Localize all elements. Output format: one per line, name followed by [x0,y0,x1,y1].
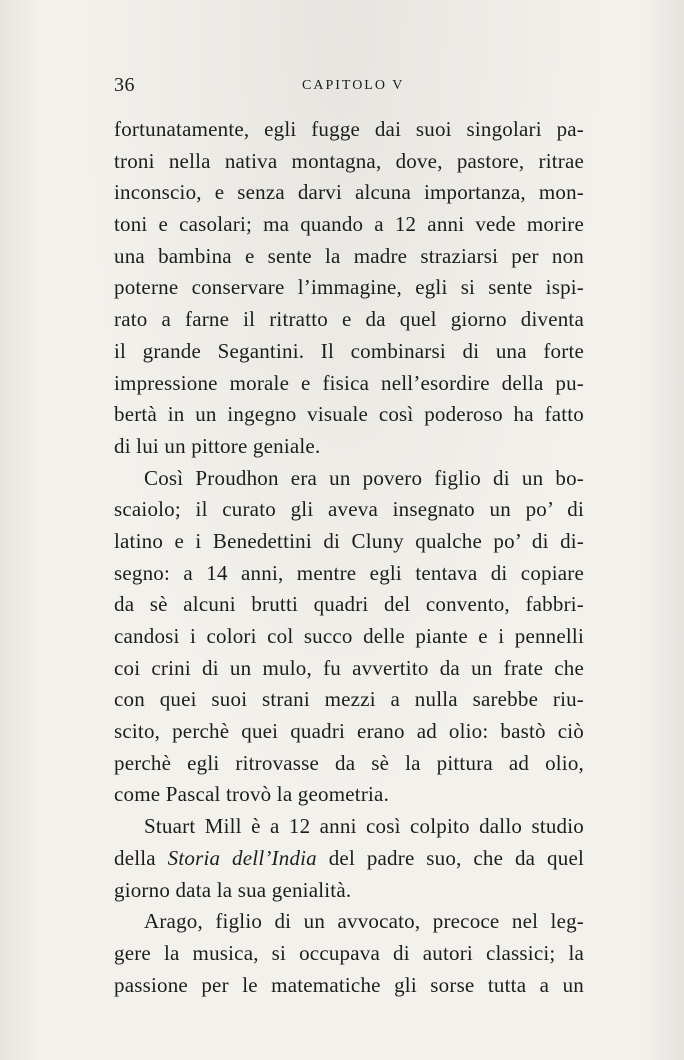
book-title-italic: Storia dell’India [167,845,317,870]
text-line: poterne conservare l’immagine, egli si sente ispi- [114,275,584,300]
text-line: troni nella nativa montagna, dove, pastore, ritrae [114,148,584,173]
line-segment: del padre suo, che da quel [316,845,584,870]
text-line: di lui un pittore geniale. [114,433,321,458]
text-line: impressione morale e fisica nell’esordire della pu- [114,370,584,395]
body-text [114,114,584,1001]
text-line: una bambina e sente la madre straziarsi per non [114,243,584,268]
page-header [114,74,584,102]
text-line: perchè egli ritrovasse da sè la pittura ad olio, [114,750,584,775]
text-line: Arago, figlio di un avvocato, precoce nel leg- [144,909,584,934]
text-line: gere la musica, si occupava di autori classici; la [114,940,584,965]
text-line: Stuart Mill è a 12 anni così colpito dallo studio [144,814,584,839]
text-line: scaiolo; il curato gli aveva insegnato un po’ di [114,497,584,522]
text-line [114,843,584,875]
text-line: candosi i colori col succo delle piante e i pennelli [114,624,584,648]
text-line: come Pascal trovò la geometria. [114,782,390,807]
page-number: 36 [114,74,135,96]
text-line: Così Proudhon era un povero figlio di un bo- [144,465,584,490]
text-line: inconscio, e senza darvi alcuna importanza, mon- [114,180,584,205]
text-line: giorno data la sua genialità. [114,877,352,902]
text-line: rato a farne il ritratto e da quel giorno diventa [114,307,584,332]
text-line: passione per le matematiche gli sorse tutta a un [114,972,584,997]
text-line: bertà in un ingegno visuale così poderoso ha fatto [114,402,584,427]
text-line: fortunatamente, egli fugge dai suoi singolari pa- [114,117,584,141]
running-head: CAPITOLO V [302,78,405,93]
text-line: segno: a 14 anni, mentre egli tentava di copiare [114,560,584,585]
text-line: scito, perchè quei quadri erano ad olio: bastò ciò [114,719,584,744]
text-line: latino e i Benedettini di Cluny qualche po’ di di- [114,528,584,553]
text-line: toni e casolari; ma quando a 12 anni vede morire [114,212,584,237]
text-line: coi crini di un mulo, fu avvertito da un frate che [114,655,584,680]
text-line: con quei suoi strani mezzi a nulla sarebbe riu- [114,687,584,712]
text-line: da sè alcuni brutti quadri del convento, fabbri- [114,592,584,617]
text-line: il grande Segantini. Il combinarsi di una forte [114,338,584,363]
line-segment: della [114,845,168,870]
